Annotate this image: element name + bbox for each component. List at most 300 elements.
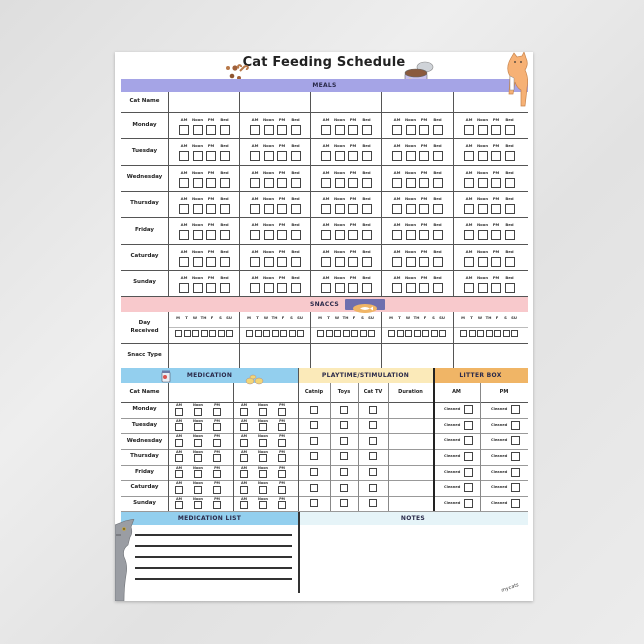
meal-slot-label: Bed [362, 169, 371, 175]
meal-checkbox[interactable] [179, 125, 189, 135]
meal-checkbox[interactable] [193, 178, 203, 188]
weekday-label: W [263, 315, 269, 321]
litter-cleaned-checkbox[interactable] [511, 421, 520, 430]
meal-checkbox[interactable] [419, 204, 429, 214]
meal-checkbox[interactable] [478, 204, 488, 214]
medication-checkbox[interactable] [213, 439, 221, 447]
medication-checkbox[interactable] [194, 439, 202, 447]
snack-type-input[interactable] [454, 343, 527, 368]
litter-cleaned-checkbox[interactable] [464, 452, 473, 461]
medication-checkbox[interactable] [194, 501, 202, 509]
medication-list-line[interactable] [135, 578, 292, 580]
meal-checkbox[interactable] [335, 204, 345, 214]
playtime-checkbox[interactable] [369, 499, 377, 507]
meal-checkbox[interactable] [179, 151, 189, 161]
grid-line [121, 270, 528, 271]
playtime-checkbox[interactable] [310, 437, 318, 445]
meal-checkbox[interactable] [220, 283, 230, 293]
snack-day-checkbox[interactable] [439, 330, 446, 337]
playtime-checkbox[interactable] [369, 421, 377, 429]
meal-checkbox[interactable] [193, 125, 203, 135]
meal-checkbox[interactable] [335, 125, 345, 135]
medication-checkbox[interactable] [259, 486, 267, 494]
meal-checkbox[interactable] [406, 230, 416, 240]
meal-checkbox[interactable] [491, 230, 501, 240]
playtime-checkbox[interactable] [369, 468, 377, 476]
snack-day-checkbox[interactable] [226, 330, 233, 337]
litter-cleaned-checkbox[interactable] [511, 499, 520, 508]
meal-checkbox[interactable] [335, 178, 345, 188]
medication-checkbox[interactable] [194, 408, 202, 416]
meal-checkbox[interactable] [478, 230, 488, 240]
snack-day-checkbox[interactable] [297, 330, 304, 337]
medication-checkbox[interactable] [259, 454, 267, 462]
medication-checkbox[interactable] [175, 470, 183, 478]
meal-checkbox[interactable] [264, 178, 274, 188]
medication-checkbox[interactable] [278, 423, 286, 431]
meal-checkbox[interactable] [362, 283, 372, 293]
medication-list-line[interactable] [135, 545, 292, 547]
medication-slot-label: AM [176, 496, 182, 501]
medication-checkbox[interactable] [278, 408, 286, 416]
playtime-checkbox[interactable] [340, 437, 348, 445]
snack-day-checkbox[interactable] [289, 330, 296, 337]
playtime-checkbox[interactable] [310, 421, 318, 429]
meal-checkbox[interactable] [250, 230, 260, 240]
meal-checkbox[interactable] [433, 151, 443, 161]
medication-checkbox[interactable] [259, 439, 267, 447]
duration-input[interactable] [389, 449, 432, 465]
weekday-label: F [352, 315, 356, 321]
meal-checkbox[interactable] [478, 125, 488, 135]
meal-checkbox[interactable] [206, 204, 216, 214]
medication-checkbox[interactable] [175, 486, 183, 494]
meal-checkbox[interactable] [406, 204, 416, 214]
meal-slot-label: PM [349, 117, 357, 122]
meal-checkbox[interactable] [291, 230, 301, 240]
meal-checkbox[interactable] [491, 257, 501, 267]
snack-day-checkbox[interactable] [368, 330, 375, 337]
meal-checkbox[interactable] [291, 151, 301, 161]
playtime-checkbox[interactable] [340, 452, 348, 460]
snack-day-checkbox[interactable] [351, 330, 358, 337]
duration-input[interactable] [389, 418, 432, 434]
litter-cleaned-checkbox[interactable] [464, 421, 473, 430]
litter-cleaned-checkbox[interactable] [511, 452, 520, 461]
meal-checkbox[interactable] [362, 151, 372, 161]
snack-day-checkbox[interactable] [431, 330, 438, 337]
meal-checkbox[interactable] [348, 151, 358, 161]
medication-checkbox[interactable] [213, 501, 221, 509]
meal-slot-label: AM [251, 117, 259, 122]
snack-day-checkbox[interactable] [494, 330, 501, 337]
fish-badge-icon [345, 299, 385, 310]
meal-checkbox[interactable] [277, 178, 287, 188]
snack-day-checkbox[interactable] [414, 330, 421, 337]
snack-day-checkbox[interactable] [360, 330, 367, 337]
litter-cleaned-checkbox[interactable] [464, 468, 473, 477]
playtime-checkbox[interactable] [310, 406, 318, 414]
meal-checkbox[interactable] [321, 151, 331, 161]
meal-checkbox[interactable] [193, 283, 203, 293]
meal-checkbox[interactable] [362, 230, 372, 240]
medication-checkbox[interactable] [175, 454, 183, 462]
playtime-checkbox[interactable] [340, 421, 348, 429]
snack-day-checkbox[interactable] [184, 330, 191, 337]
meal-checkbox[interactable] [392, 178, 402, 188]
meal-checkbox[interactable] [291, 257, 301, 267]
meal-checkbox[interactable] [392, 151, 402, 161]
meal-checkbox[interactable] [348, 178, 358, 188]
meal-checkbox[interactable] [206, 178, 216, 188]
meal-checkbox[interactable] [335, 283, 345, 293]
meal-checkbox[interactable] [179, 230, 189, 240]
snack-type-input[interactable] [240, 343, 309, 368]
meal-checkbox[interactable] [464, 178, 474, 188]
meal-checkbox[interactable] [406, 257, 416, 267]
meal-checkbox[interactable] [291, 125, 301, 135]
meal-checkbox[interactable] [335, 257, 345, 267]
snack-day-checkbox[interactable] [422, 330, 429, 337]
meal-checkbox[interactable] [193, 257, 203, 267]
meal-checkbox[interactable] [478, 178, 488, 188]
medication-cat-name-input[interactable] [234, 383, 297, 402]
meal-checkbox[interactable] [433, 283, 443, 293]
meal-checkbox[interactable] [277, 204, 287, 214]
medication-checkbox[interactable] [259, 408, 267, 416]
meal-checkbox[interactable] [433, 230, 443, 240]
snack-day-checkbox[interactable] [405, 330, 412, 337]
cat-name-input[interactable] [169, 92, 238, 112]
meal-checkbox[interactable] [419, 257, 429, 267]
snack-day-checkbox[interactable] [201, 330, 208, 337]
meal-checkbox[interactable] [220, 151, 230, 161]
medication-checkbox[interactable] [194, 454, 202, 462]
medication-checkbox[interactable] [175, 408, 183, 416]
meal-checkbox[interactable] [277, 257, 287, 267]
meal-checkbox[interactable] [362, 125, 372, 135]
meal-checkbox[interactable] [348, 204, 358, 214]
meal-checkbox[interactable] [392, 230, 402, 240]
snack-day-checkbox[interactable] [511, 330, 518, 337]
meal-checkbox[interactable] [505, 204, 515, 214]
medication-checkbox[interactable] [240, 423, 248, 431]
meal-checkbox[interactable] [193, 204, 203, 214]
playtime-checkbox[interactable] [340, 406, 348, 414]
litter-cleaned-checkbox[interactable] [511, 436, 520, 445]
meal-checkbox[interactable] [179, 257, 189, 267]
meal-slot-label: PM [278, 117, 286, 122]
meal-checkbox[interactable] [406, 151, 416, 161]
meal-checkbox[interactable] [505, 230, 515, 240]
meal-checkbox[interactable] [321, 257, 331, 267]
medication-checkbox[interactable] [278, 501, 286, 509]
meal-checkbox[interactable] [179, 178, 189, 188]
snack-day-checkbox[interactable] [255, 330, 262, 337]
meal-checkbox[interactable] [406, 178, 416, 188]
medication-slot-label: PM [214, 449, 220, 454]
meal-slot-label: Bed [505, 248, 514, 254]
playtime-checkbox[interactable] [369, 452, 377, 460]
medication-list-line[interactable] [135, 567, 292, 569]
medication-checkbox[interactable] [240, 470, 248, 478]
meal-checkbox[interactable] [478, 151, 488, 161]
meal-checkbox[interactable] [321, 125, 331, 135]
meal-checkbox[interactable] [362, 204, 372, 214]
meal-slot-label: PM [420, 169, 428, 175]
snack-day-checkbox[interactable] [477, 330, 484, 337]
snack-day-checkbox[interactable] [317, 330, 324, 337]
meal-checkbox[interactable] [264, 204, 274, 214]
playtime-checkbox[interactable] [310, 499, 318, 507]
litter-cleaned-checkbox[interactable] [464, 499, 473, 508]
meal-checkbox[interactable] [264, 125, 274, 135]
meal-checkbox[interactable] [362, 178, 372, 188]
snack-day-checkbox[interactable] [460, 330, 467, 337]
meal-slot-label: Noon [404, 117, 417, 122]
duration-input[interactable] [389, 480, 432, 496]
playtime-checkbox[interactable] [310, 468, 318, 476]
medication-checkbox[interactable] [259, 423, 267, 431]
meal-checkbox[interactable] [491, 283, 501, 293]
meal-checkbox[interactable] [321, 283, 331, 293]
snack-day-checkbox[interactable] [263, 330, 270, 337]
meal-checkbox[interactable] [291, 204, 301, 214]
meal-checkbox[interactable] [250, 125, 260, 135]
meal-checkbox[interactable] [419, 151, 429, 161]
litter-cleaned-label: Cleaned [444, 453, 461, 458]
medication-checkbox[interactable] [194, 423, 202, 431]
snack-day-checkbox[interactable] [397, 330, 404, 337]
meal-checkbox[interactable] [419, 125, 429, 135]
meal-checkbox[interactable] [193, 151, 203, 161]
snack-day-checkbox[interactable] [334, 330, 341, 337]
medication-checkbox[interactable] [278, 439, 286, 447]
meal-checkbox[interactable] [321, 178, 331, 188]
meal-slot-label: PM [349, 222, 357, 228]
playtime-checkbox[interactable] [369, 406, 377, 414]
litter-cleaned-checkbox[interactable] [464, 405, 473, 414]
duration-input[interactable] [389, 465, 432, 481]
meal-checkbox[interactable] [277, 125, 287, 135]
medication-checkbox[interactable] [175, 439, 183, 447]
meal-checkbox[interactable] [478, 283, 488, 293]
meal-checkbox[interactable] [264, 230, 274, 240]
medication-slot-label: Noon [193, 465, 203, 470]
meal-checkbox[interactable] [491, 125, 501, 135]
meal-checkbox[interactable] [491, 178, 501, 188]
meal-checkbox[interactable] [250, 178, 260, 188]
medication-checkbox[interactable] [259, 470, 267, 478]
medication-checkbox[interactable] [194, 486, 202, 494]
meal-slot-label: Bed [433, 169, 442, 175]
meal-checkbox[interactable] [291, 283, 301, 293]
weekday-label: M [318, 315, 322, 321]
meal-slot-label: PM [420, 143, 428, 149]
medication-checkbox[interactable] [175, 423, 183, 431]
meal-checkbox[interactable] [433, 178, 443, 188]
meal-checkbox[interactable] [335, 230, 345, 240]
snack-day-checkbox[interactable] [192, 330, 199, 337]
meal-checkbox[interactable] [348, 125, 358, 135]
meal-checkbox[interactable] [433, 204, 443, 214]
playtime-checkbox[interactable] [369, 437, 377, 445]
duration-input[interactable] [389, 433, 432, 449]
meal-checkbox[interactable] [250, 151, 260, 161]
meal-checkbox[interactable] [220, 204, 230, 214]
medication-checkbox[interactable] [213, 486, 221, 494]
medication-slot-label: Noon [193, 496, 203, 501]
meal-checkbox[interactable] [419, 230, 429, 240]
cat-name-input[interactable] [382, 92, 452, 112]
playtime-checkbox[interactable] [340, 468, 348, 476]
medication-checkbox[interactable] [213, 454, 221, 462]
meal-checkbox[interactable] [464, 125, 474, 135]
playtime-checkbox[interactable] [310, 452, 318, 460]
meal-checkbox[interactable] [206, 125, 216, 135]
pill-tablets-icon [245, 370, 265, 381]
meal-checkbox[interactable] [220, 230, 230, 240]
meal-checkbox[interactable] [206, 283, 216, 293]
meal-checkbox[interactable] [335, 151, 345, 161]
snack-day-checkbox[interactable] [272, 330, 279, 337]
medication-checkbox[interactable] [213, 470, 221, 478]
meal-checkbox[interactable] [348, 283, 358, 293]
notes-area[interactable] [300, 525, 526, 591]
meal-checkbox[interactable] [321, 204, 331, 214]
meal-checkbox[interactable] [505, 151, 515, 161]
meal-checkbox[interactable] [321, 230, 331, 240]
snack-day-checkbox[interactable] [175, 330, 182, 337]
snack-day-checkbox[interactable] [486, 330, 493, 337]
meal-checkbox[interactable] [220, 257, 230, 267]
snack-day-checkbox[interactable] [469, 330, 476, 337]
meal-checkbox[interactable] [392, 204, 402, 214]
medication-list-line[interactable] [135, 556, 292, 558]
snack-day-checkbox[interactable] [209, 330, 216, 337]
meal-checkbox[interactable] [392, 125, 402, 135]
meal-checkbox[interactable] [433, 125, 443, 135]
meal-checkbox[interactable] [419, 178, 429, 188]
meal-checkbox[interactable] [291, 178, 301, 188]
medication-checkbox[interactable] [213, 423, 221, 431]
snack-day-checkbox[interactable] [280, 330, 287, 337]
meal-checkbox[interactable] [220, 178, 230, 188]
meal-checkbox[interactable] [264, 151, 274, 161]
litter-cleaned-checkbox[interactable] [464, 483, 473, 492]
meal-checkbox[interactable] [505, 283, 515, 293]
cat-name-input[interactable] [311, 92, 380, 112]
meal-checkbox[interactable] [464, 283, 474, 293]
meal-checkbox[interactable] [433, 257, 443, 267]
litter-cleaned-checkbox[interactable] [464, 436, 473, 445]
litter-cleaned-checkbox[interactable] [511, 468, 520, 477]
playtime-checkbox[interactable] [340, 499, 348, 507]
medication-checkbox[interactable] [240, 454, 248, 462]
meal-checkbox[interactable] [220, 125, 230, 135]
medication-checkbox[interactable] [213, 408, 221, 416]
meal-checkbox[interactable] [392, 257, 402, 267]
snack-day-checkbox[interactable] [388, 330, 395, 337]
meal-checkbox[interactable] [464, 204, 474, 214]
meal-checkbox[interactable] [250, 204, 260, 214]
medication-checkbox[interactable] [240, 486, 248, 494]
meal-checkbox[interactable] [464, 257, 474, 267]
medication-checkbox[interactable] [278, 454, 286, 462]
meal-checkbox[interactable] [362, 257, 372, 267]
meal-checkbox[interactable] [505, 178, 515, 188]
meal-checkbox[interactable] [348, 230, 358, 240]
meal-checkbox[interactable] [348, 257, 358, 267]
meal-checkbox[interactable] [505, 125, 515, 135]
cat-name-input[interactable] [240, 92, 309, 112]
meal-checkbox[interactable] [264, 257, 274, 267]
litter-cleaned-checkbox[interactable] [511, 405, 520, 414]
snack-day-checkbox[interactable] [503, 330, 510, 337]
meal-checkbox[interactable] [464, 230, 474, 240]
meal-checkbox[interactable] [250, 283, 260, 293]
medication-list-line[interactable] [135, 534, 292, 536]
meal-checkbox[interactable] [491, 204, 501, 214]
snack-type-input[interactable] [169, 343, 238, 368]
medication-checkbox[interactable] [259, 501, 267, 509]
medication-checkbox[interactable] [240, 439, 248, 447]
snack-day-checkbox[interactable] [343, 330, 350, 337]
snack-type-label: Snacc Type [127, 352, 162, 359]
meal-checkbox[interactable] [206, 257, 216, 267]
meal-checkbox[interactable] [406, 283, 416, 293]
medication-slot-label: PM [279, 481, 285, 486]
playtime-checkbox[interactable] [310, 484, 318, 492]
meal-checkbox[interactable] [250, 257, 260, 267]
medication-checkbox[interactable] [278, 486, 286, 494]
meal-slot-label: AM [180, 195, 188, 201]
meal-checkbox[interactable] [491, 151, 501, 161]
medication-checkbox[interactable] [240, 408, 248, 416]
meal-checkbox[interactable] [478, 257, 488, 267]
duration-input[interactable] [389, 402, 432, 418]
litter-cleaned-checkbox[interactable] [511, 483, 520, 492]
meal-checkbox[interactable] [193, 230, 203, 240]
medication-checkbox[interactable] [278, 470, 286, 478]
meal-checkbox[interactable] [277, 151, 287, 161]
meal-checkbox[interactable] [277, 283, 287, 293]
meal-checkbox[interactable] [392, 283, 402, 293]
meal-checkbox[interactable] [419, 283, 429, 293]
playtime-checkbox[interactable] [369, 484, 377, 492]
playtime-checkbox[interactable] [340, 484, 348, 492]
snack-type-input[interactable] [382, 343, 452, 368]
meal-checkbox[interactable] [206, 230, 216, 240]
snack-day-checkbox[interactable] [326, 330, 333, 337]
meal-checkbox[interactable] [206, 151, 216, 161]
medication-checkbox[interactable] [194, 470, 202, 478]
meal-checkbox[interactable] [179, 283, 189, 293]
duration-input[interactable] [389, 496, 432, 512]
medication-cat-name-input[interactable] [169, 383, 232, 402]
meal-checkbox[interactable] [179, 204, 189, 214]
meal-checkbox[interactable] [277, 230, 287, 240]
meal-checkbox[interactable] [406, 125, 416, 135]
meal-checkbox[interactable] [505, 257, 515, 267]
snack-type-input[interactable] [311, 343, 380, 368]
medication-checkbox[interactable] [240, 501, 248, 509]
snack-day-checkbox[interactable] [218, 330, 225, 337]
meal-checkbox[interactable] [464, 151, 474, 161]
meal-checkbox[interactable] [264, 283, 274, 293]
medication-checkbox[interactable] [175, 501, 183, 509]
snack-day-checkbox[interactable] [246, 330, 253, 337]
